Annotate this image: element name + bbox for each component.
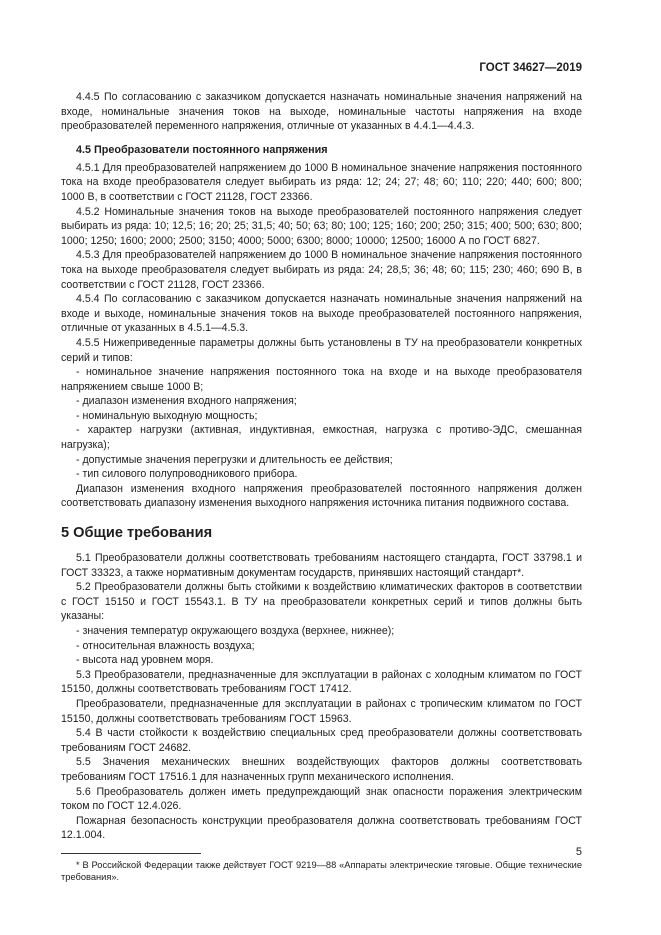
paragraph-4-5-2: 4.5.2 Номинальные значения токов на выходе преобразователей постоянного напряжения следует выбирать из ряда: 10; 12,5; 16; 20; 25; 31,5; 40; 50; 63; 80; 100; 125; 160; 200; 250; 315; 400; 500; 630; 800; 1000; 1250; 1600; 2000; 2500; 3150; 4000; 5000; 6300; 8000; 10000; 12500; 16000 А по ГОСТ 6827. [61,205,582,247]
paragraph-5-4: 5.4 В части стойкости к воздействию специальных сред преобразователи должны соответствовать требованиям ГОСТ 24682. [61,727,582,754]
paragraph-5-1: 5.1 Преобразователи должны соответствовать требованиям настоящего стандарта, ГОСТ 33798.1 и ГОСТ 33323, а также нормативным документам государств, принявших настоящий стандарт*. [61,552,582,579]
list-item: - диапазон изменения входного напряжения; [76,395,297,408]
section-4-5-heading: 4.5 Преобразователи постоянного напряжения [76,143,328,156]
list-item: - номинальное значение напряжения постоянного тока на входе и на выходе преобразователя напряжением свыше 1000 В; [61,366,582,393]
list-item: - высота над уровнем моря. [76,654,214,667]
paragraph-4-4-5: 4.4.5 По согласованию с заказчиком допускается назначать номинальные значения напряжений на входе, номинальные значения токов на выходе, номинальные частоты напряжения на входе преобразователей переменного напряжения, отличные от указанных в 4.4.1—4.4.3. [61,91,582,133]
paragraph-5-6-b: Пожарная безопасность конструкции преобразователя должна соответствовать требованиям ГОСТ 12.1.004. [61,814,582,842]
list-item: - относительная влажность воздуха; [76,639,255,652]
paragraph-5-6: 5.6 Преобразователь должен иметь предупреждающий знак опасности поражения электрическим током по ГОСТ 12.4.026. [61,785,582,813]
section-5-heading: 5 Общие требования [61,525,213,542]
list-item: - тип силового полупроводникового прибора. [76,468,298,481]
list-item: - номинальную выходную мощность; [76,409,258,422]
page-number: 5 [575,846,582,858]
paragraph-4-5-1: 4.5.1 Для преобразователей напряжением до 1000 В номинальное значение напряжения постоянного тока на входе преобразователя следует выбирать из ряда: 12; 24; 27; 48; 60; 110; 220; 440; 600; 800; 1000 В, в соответствии с ГОСТ 21128, ГОСТ 23366. [61,161,582,203]
paragraph-5-3-b: Преобразователи, предназначенные для эксплуатации в районах с тропическим климатом по ГОСТ 15150, должны соответствовать требованиям ГОСТ 15963. [61,697,582,725]
list-item: - характер нагрузки (активная, индуктивная, емкостная, нагрузка с противо-ЭДС, смешанная нагрузка); [61,424,582,452]
list-item: - значения температур окружающего воздуха (верхнее, нижнее); [76,625,395,637]
list-item: - допустимые значения перегрузки и длительность ее действия; [76,453,393,466]
paragraph-4-5-5-tail: Диапазон изменения входного напряжения преобразователей постоянного напряжения должен соответствовать диапазону изменения выходного напряжения источника питания подвижного состава. [61,482,582,510]
paragraph-5-2: 5.2 Преобразователи должны быть стойкими к воздействию климатических факторов в соответствии с ГОСТ 15150 и ГОСТ 15543.1. В ТУ на преобразователи конкретных серий и типов должны быть указаны: [61,581,582,623]
footnote-divider [61,853,201,854]
paragraph-5-5: 5.5 Значения механических внешних воздействующих факторов должны соответствовать требованиям ГОСТ 17516.1 для назначенных групп механического исполнения. [61,756,582,783]
paragraph-5-3: 5.3 Преобразователи, предназначенные для эксплуатации в районах с холодным климатом по ГОСТ 15150, должны соответствовать требованиям ГОСТ 17412. [61,668,582,696]
paragraph-4-5-4: 4.5.4 По согласованию с заказчиком допускается назначать номинальные значения напряжений на входе и выходе, номинальные значения токов на выходе преобразователей постоянного напряжения, отличные от указанных в 4.5.1—4.5.3. [61,293,582,335]
paragraph-4-5-5: 4.5.5 Нижеприведенные параметры должны быть установлены в ТУ на преобразователи конкретных серий и типов: [61,336,582,364]
document-id: ГОСТ 34627—2019 [479,62,582,74]
footnote: * В Российской Федерации также действует ГОСТ 9219—88 «Аппараты электрические тяговые. Общие технические требования». [61,859,582,883]
paragraph-4-5-3: 4.5.3 Для преобразователей напряжением до 1000 В номинальное значение напряжения постоянного тока на выходе преобразователя следует выбирать из ряда: 24; 28,5; 36; 48; 60; 115; 230; 460; 690 В, в соответствии с ГОСТ 21128, ГОСТ 23366. [61,249,582,291]
page-content [61,90,582,884]
